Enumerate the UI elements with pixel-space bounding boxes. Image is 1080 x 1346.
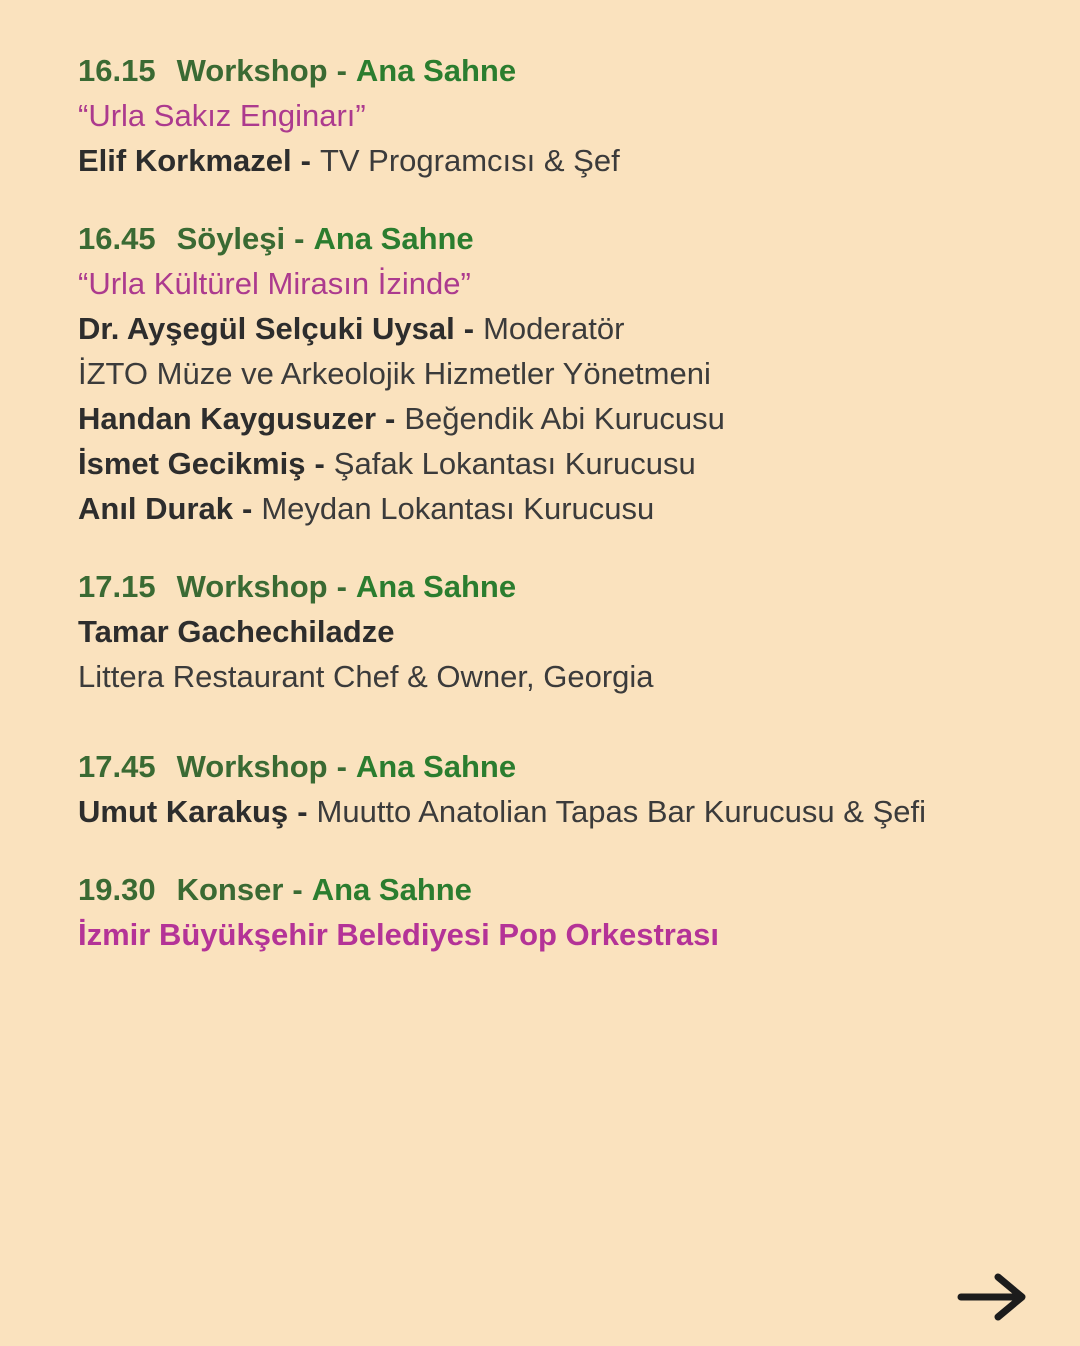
event-title: “Urla Sakız Enginarı” — [78, 98, 366, 133]
name-role-separator-dash: - — [314, 446, 325, 481]
event-block — [78, 564, 1030, 699]
event-stage: Ana Sahne — [311, 872, 472, 907]
event-stage: Ana Sahne — [355, 53, 517, 88]
event-performer: İzmir Büyükşehir Belediyesi Pop Orkestrası — [78, 917, 719, 952]
speaker-line — [78, 396, 1030, 441]
speaker-line — [78, 306, 1030, 351]
event-type: Söyleşi — [176, 221, 286, 256]
speaker-role: Moderatör — [483, 311, 625, 346]
speaker-name: Elif Korkmazel — [78, 143, 292, 178]
event-stage: Ana Sahne — [313, 221, 474, 256]
speaker-name: Umut Karakuş — [78, 794, 289, 829]
event-type: Konser — [176, 872, 284, 907]
event-header — [78, 216, 1030, 261]
speaker-name: İsmet Gecikmiş — [78, 446, 306, 481]
next-page-arrow-button[interactable] — [956, 1271, 1030, 1323]
event-block — [78, 216, 1030, 531]
header-separator-dash: - — [336, 53, 347, 88]
speaker-line — [78, 441, 1030, 486]
speaker-role: Beğendik Abi Kurucusu — [404, 401, 725, 436]
event-type: Workshop — [176, 749, 328, 784]
right-arrow-icon — [956, 1271, 1030, 1323]
event-header — [78, 744, 1030, 789]
event-time: 16.45 — [78, 221, 156, 256]
header-separator-dash: - — [292, 872, 303, 907]
speaker-line — [78, 138, 1030, 183]
speaker-line — [78, 789, 1030, 834]
event-header — [78, 48, 1030, 93]
name-role-separator-dash: - — [297, 794, 308, 829]
speaker-role: Meydan Lokantası Kurucusu — [261, 491, 655, 526]
event-title: “Urla Kültürel Mirasın İzinde” — [78, 266, 471, 301]
event-stage: Ana Sahne — [355, 569, 517, 604]
speaker-line — [78, 609, 1030, 654]
speaker-line — [78, 351, 1030, 396]
speaker-name: Anıl Durak — [78, 491, 234, 526]
event-header — [78, 867, 1030, 912]
event-time: 17.15 — [78, 569, 156, 604]
speaker-line — [78, 486, 1030, 531]
speaker-role: TV Programcısı & Şef — [319, 143, 620, 178]
name-role-separator-dash: - — [242, 491, 253, 526]
event-block — [78, 48, 1030, 183]
event-header — [78, 564, 1030, 609]
speaker-role: Şafak Lokantası Kurucusu — [333, 446, 696, 481]
name-role-separator-dash: - — [385, 401, 396, 436]
event-time: 16.15 — [78, 53, 156, 88]
speaker-role: Littera Restaurant Chef & Owner, Georgia — [78, 659, 654, 694]
speaker-name: Handan Kaygusuzer — [78, 401, 377, 436]
speaker-name: Dr. Ayşegül Selçuki Uysal — [78, 311, 455, 346]
speaker-line — [78, 654, 1030, 699]
speaker-role: İZTO Müze ve Arkeolojik Hizmetler Yönetmeni — [78, 356, 711, 391]
event-type: Workshop — [176, 569, 328, 604]
event-block — [78, 867, 1030, 957]
event-block — [78, 744, 1030, 834]
event-time: 17.45 — [78, 749, 156, 784]
header-separator-dash: - — [336, 749, 347, 784]
event-type: Workshop — [176, 53, 328, 88]
event-time: 19.30 — [78, 872, 156, 907]
header-separator-dash: - — [336, 569, 347, 604]
header-separator-dash: - — [294, 221, 305, 256]
speaker-name: Tamar Gachechiladze — [78, 614, 395, 649]
name-role-separator-dash: - — [300, 143, 311, 178]
event-stage: Ana Sahne — [355, 749, 517, 784]
speaker-role: Muutto Anatolian Tapas Bar Kurucusu & Şefi — [316, 794, 926, 829]
name-role-separator-dash: - — [463, 311, 475, 346]
